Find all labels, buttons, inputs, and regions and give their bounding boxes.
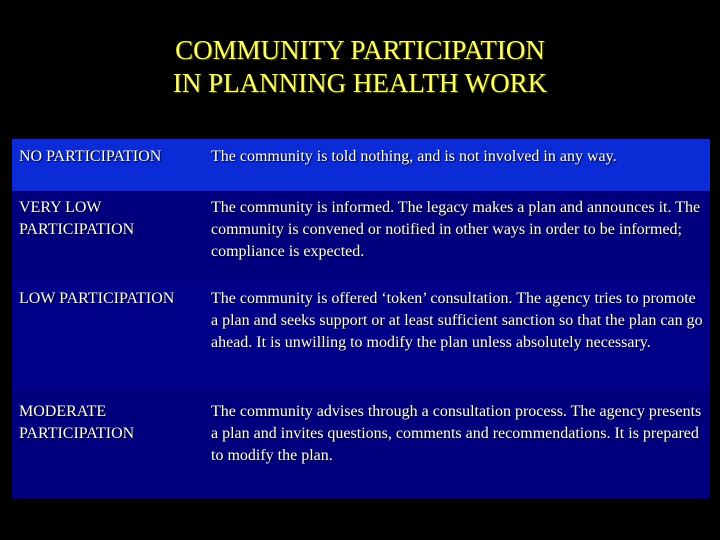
table-row-low-participation xyxy=(12,280,710,389)
slide-title-line-1: COMMUNITY PARTICIPATION xyxy=(175,35,545,65)
row-label: LOW PARTICIPATION xyxy=(19,290,175,307)
table-row-moderate-participation xyxy=(12,389,710,499)
table-row-very-low-participation xyxy=(12,191,710,280)
row-label: VERY LOW PARTICIPATION xyxy=(19,199,135,238)
row-description: The community advises through a consultation process. The agency presents a plan and invites questions, comments and recommendations. It is prepared to modify the plan. xyxy=(211,403,702,464)
row-description: The community is offered ‘token’ consultation. The agency tries to promote a plan and seeks support or at least sufficient sanction so that the plan can go ahead. It is unwilling to modify the plan unless absolutely necessary. xyxy=(211,290,703,351)
row-label: NO PARTICIPATION xyxy=(19,148,162,165)
row-description: The community is informed. The legacy makes a plan and announces it. The community is convened or notified in other ways in order to be informed; compliance is expected. xyxy=(211,199,701,260)
slide-title xyxy=(0,34,720,100)
table-row-no-participation xyxy=(12,139,710,191)
row-label: MODERATE PARTICIPATION xyxy=(19,403,135,442)
slide-title-line-2: IN PLANNING HEALTH WORK xyxy=(172,68,548,98)
row-description: The community is told nothing, and is not involved in any way. xyxy=(211,148,617,165)
